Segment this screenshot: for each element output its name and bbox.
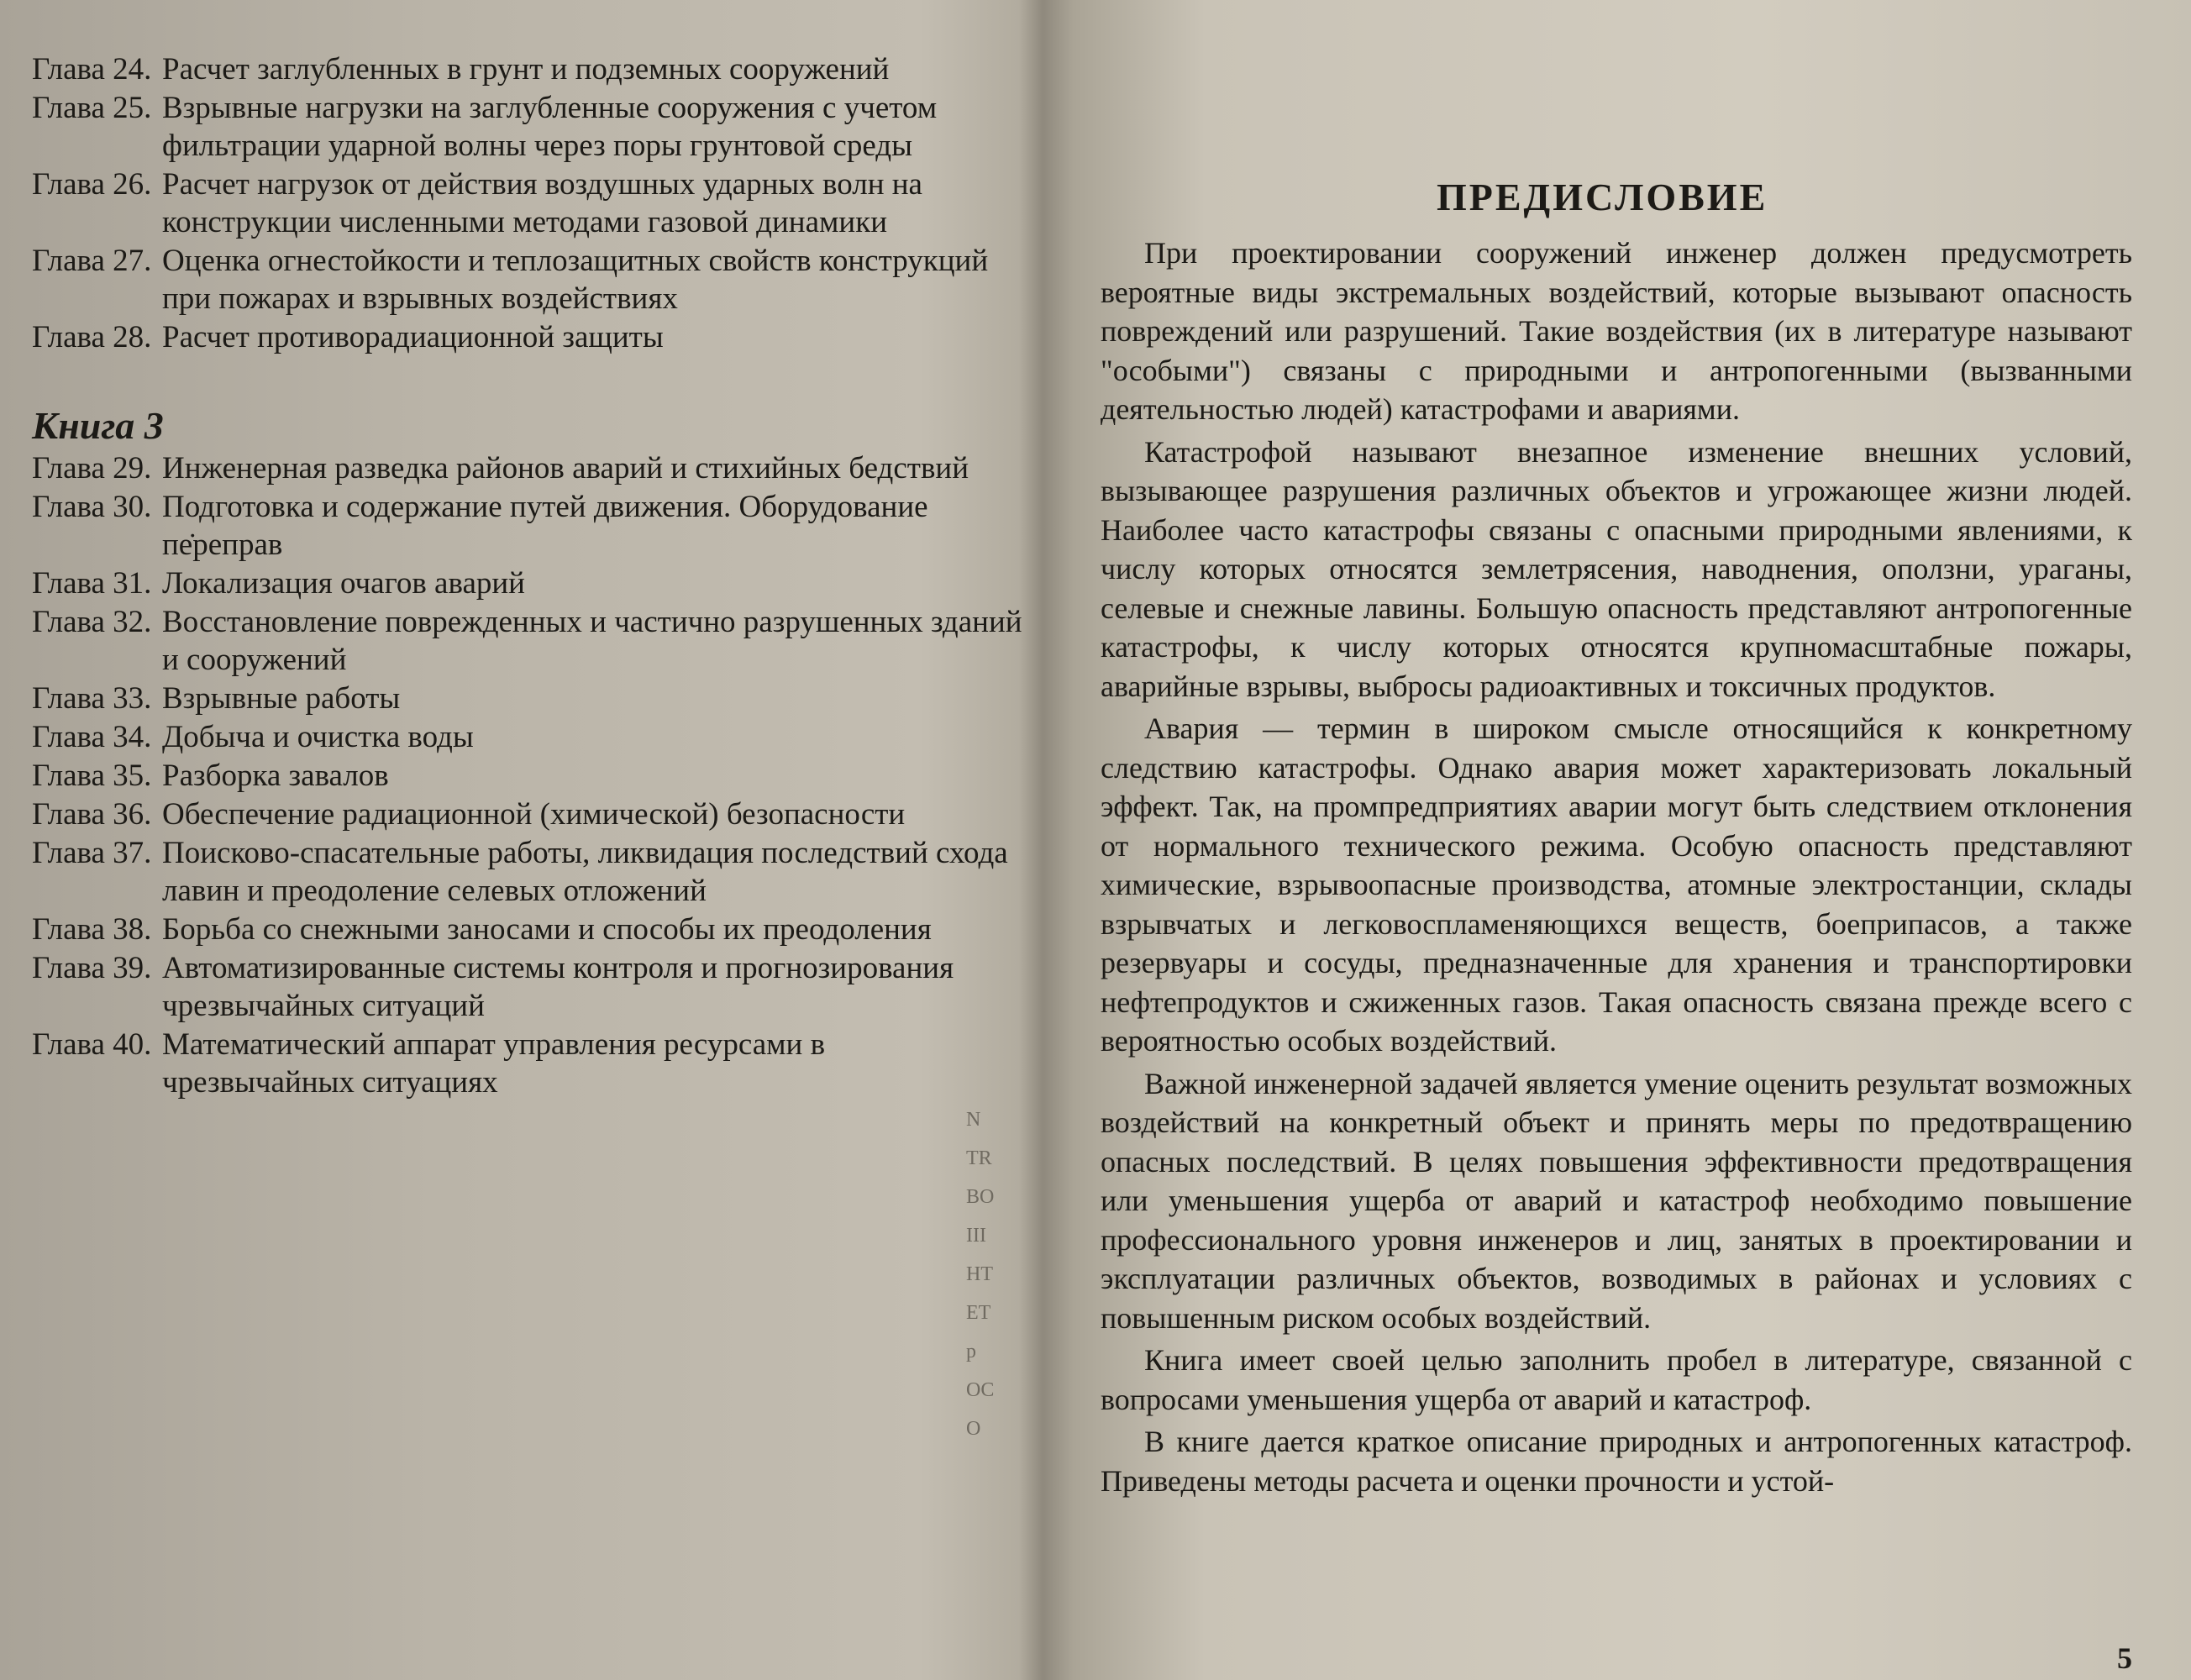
toc-chapter-number: Глава 29. xyxy=(32,451,152,486)
margin-mark: TR xyxy=(966,1147,992,1169)
preface-heading: ПРЕДИСЛОВИЕ xyxy=(1437,176,1768,218)
right-page xyxy=(1050,0,2191,1680)
page-number: 5 xyxy=(2117,1641,2132,1675)
toc-entry xyxy=(32,603,1023,679)
toc-chapter-title: Расчет противорадиационной защиты xyxy=(162,320,664,354)
toc-entry xyxy=(32,911,1023,948)
margin-mark: N xyxy=(966,1109,981,1131)
toc-chapter-number: Глава 27. xyxy=(32,244,152,278)
toc-chapter-title: Восстановление поврежденных и частично разрушенных зданий и сооружений xyxy=(162,605,1022,677)
toc-chapter-number: Глава 32. xyxy=(32,605,152,639)
left-page xyxy=(0,0,1033,1680)
toc-chapter-title: Математический аппарат управления ресурсами в чрезвычайных ситуациях xyxy=(162,1027,826,1100)
toc-chapter-number: Глава 26. xyxy=(32,167,152,202)
toc-chapter-number: Глава 40. xyxy=(32,1027,152,1062)
toc-chapter-number: Глава 34. xyxy=(32,720,152,754)
toc-chapter-number: Глава 28. xyxy=(32,320,152,354)
toc-chapter-title: Расчет заглубленных в грунт и подземных сооружений xyxy=(162,52,890,87)
margin-mark: OC xyxy=(966,1379,995,1401)
margin-mark: p xyxy=(966,1341,976,1362)
toc-chapter-number: Глава 30. xyxy=(32,490,152,524)
margin-mark: O xyxy=(966,1418,981,1440)
toc-entry xyxy=(32,1026,1023,1101)
toc-chapter-number: Глава 24. xyxy=(32,52,152,87)
preface-text xyxy=(1101,234,2132,1504)
toc-chapter-title: Локализация очагов аварий xyxy=(162,566,525,601)
bleed-through-margin-marks xyxy=(966,1100,1017,1448)
toc-chapter-number: Глава 35. xyxy=(32,759,152,793)
toc-chapter-number: Глава 39. xyxy=(32,951,152,985)
preface-paragraph: В книге дается краткое описание природных и антропогенных катастроф. Приведены методы расчета и оценки прочности и устой- xyxy=(1101,1425,2132,1498)
preface-paragraph: При проектировании сооружений инженер должен предусмотреть вероятные виды экстремальных воздействий, которые вызывают опасность повреждений или разрушений. Такие воздействия (их в литературе называют "особыми") связаны с природными и антропогенными (вызванными деятельностью людей) катастрофами и авариями. xyxy=(1101,236,2132,426)
margin-mark: BO xyxy=(966,1186,995,1208)
toc-entry xyxy=(32,564,1023,602)
preface-paragraph: Важной инженерной задачей является умение оценить результат возможных воздействий на конкретный объект и принять меры по предотвращению опасных последствий. В целях повышения эффективности предотвращения или уменьшения ущерба от аварий и катастроф необходимо повышение профессионального уровня инженеров и лиц, занятых в проектировании и эксплуатации различных объектов, возводимых в районах и условиях с повышенным риском особых воздействий. xyxy=(1101,1066,2132,1335)
toc-chapter-number: Глава 38. xyxy=(32,912,152,947)
toc-chapter-title: Борьба со снежными заносами и способы их преодоления xyxy=(162,912,932,947)
toc-chapter-number: Глава 33. xyxy=(32,681,152,716)
toc-book2-list xyxy=(32,50,1023,357)
toc-chapter-title: Обеспечение радиационной (химической) безопасности xyxy=(162,797,906,832)
toc-entry xyxy=(32,318,1023,356)
preface-paragraph: Авария — термин в широком смысле относящийся к конкретному следствию катастрофы. Однако авария может характеризовать локальный эффект. Так, на промпредприятиях аварии могут быть следствием отклонения от нормального технического режима. Особую опасность представляют химические, взрывоопасные производства, атомные электростанции, склады взрывчатых и легковоспламеняющихся веществ, боеприпасов, а также резервуары и сосуды, предназначенные для хранения и транспортировки нефтепродуктов и сжиженных газов. Такая опасность связана прежде всего с вероятностью особых воздействий. xyxy=(1101,711,2132,1058)
toc-chapter-title: Оценка огнестойкости и теплозащитных свойств конструкций при пожарах и взрывных воздействиях xyxy=(162,244,989,316)
toc-chapter-title: Подготовка и содержание путей движения. Оборудование пе̇реправ xyxy=(162,490,928,562)
toc-entry xyxy=(32,488,1023,564)
toc-chapter-number: Глава 31. xyxy=(32,566,152,601)
toc-entry xyxy=(32,757,1023,795)
toc-entry xyxy=(32,165,1023,241)
toc-chapter-title: Расчет нагрузок от действия воздушных ударных волн на конструкции численными методами газовой динамики xyxy=(162,167,922,239)
toc-entry xyxy=(32,242,1023,318)
toc-entry xyxy=(32,89,1023,165)
toc-entry xyxy=(32,834,1023,910)
toc-entry xyxy=(32,449,1023,487)
toc-chapter-number: Глава 25. xyxy=(32,91,152,125)
margin-mark: III xyxy=(966,1225,986,1247)
toc-chapter-title: Добыча и очистка воды xyxy=(162,720,474,754)
toc-chapter-title: Автоматизированные системы контроля и прогнозирования чрезвычайных ситуаций xyxy=(162,951,954,1023)
toc-chapter-number: Глава 36. xyxy=(32,797,152,832)
toc-entry xyxy=(32,718,1023,756)
toc-chapter-title: Взрывные нагрузки на заглубленные сооружения с учетом фильтрации ударной волны через поры грунтовой среды xyxy=(162,91,938,163)
toc-chapter-title: Взрывные работы xyxy=(162,681,401,716)
book-3-label: Книга 3 xyxy=(32,404,164,447)
toc-entry xyxy=(32,680,1023,717)
toc-book3-list xyxy=(32,449,1023,1102)
toc-chapter-title: Инженерная разведка районов аварий и стихийных бедствий xyxy=(162,451,969,486)
toc-entry xyxy=(32,50,1023,88)
toc-chapter-number: Глава 37. xyxy=(32,836,152,870)
toc-entry xyxy=(32,949,1023,1025)
margin-mark: ET xyxy=(966,1302,991,1324)
preface-paragraph: Катастрофой называют внезапное изменение внешних условий, вызывающее разрушения различных объектов и угрожающее жизни людей. Наиболее часто катастрофы связаны с опасными природными явлениями, к числу которых относятся землетрясения, наводнения, оползни, ураганы, селевые и снежные лавины. Большую опасность представляют антропогенные катастрофы, к числу которых относятся крупномасштабные пожары, аварийные взрывы, выбросы радиоактивных и токсичных продуктов. xyxy=(1101,434,2132,703)
margin-mark: HT xyxy=(966,1263,993,1285)
toc-entry xyxy=(32,795,1023,833)
toc-chapter-title: Разборка завалов xyxy=(162,759,389,793)
toc-chapter-title: Поисково-спасательные работы, ликвидация последствий схода лавин и преодоление селевых отложений xyxy=(162,836,1008,908)
preface-paragraph: Книга имеет своей целью заполнить пробел в литературе, связанной с вопросами уменьшения ущерба от аварий и катастроф. xyxy=(1101,1343,2132,1416)
